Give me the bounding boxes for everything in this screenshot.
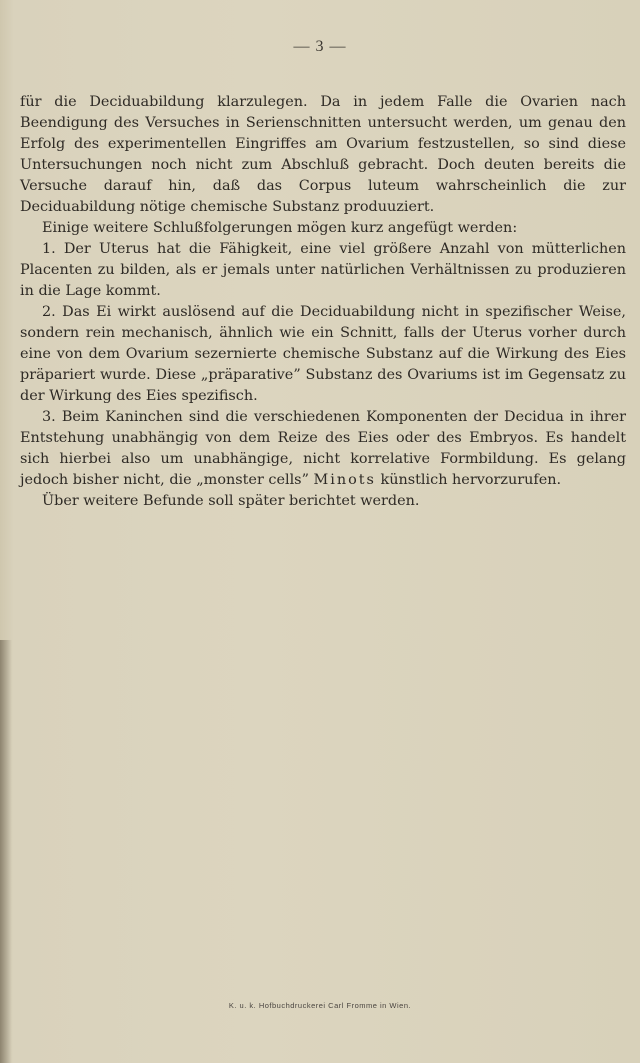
author-name-minots: Minots bbox=[313, 472, 376, 488]
paragraph-conclusion-3 bbox=[20, 407, 626, 491]
printer-imprint: K. u. k. Hofbuchdruckerei Carl Fromme in Wien. bbox=[228, 1001, 412, 1010]
conclusion-3-text-end: künstlich hervorzurufen. bbox=[375, 472, 562, 488]
paragraph-closing: Über weitere Befunde soll später berichtet werden. bbox=[42, 493, 420, 509]
page-number: — 3 — bbox=[293, 38, 347, 55]
paragraph-conclusion-2: 2. Das Ei wirkt auslösend auf die Deciduabildung nicht in spezifischer Weise, sondern rein mechanisch, ähnlich wie ein Schnitt, falls der Uterus vorher durch eine von dem Ovarium sezernierte chemische Substanz auf die Wirkung des Eies präpariert wurde. Diese „präparative” Substanz des Ovariums ist im Gegensatz zu der Wirkung des Eies spezifisch. bbox=[20, 304, 626, 404]
paragraph-conclusions-intro: Einige weitere Schlußfolgerungen mögen kurz angefügt werden: bbox=[42, 220, 518, 236]
paragraph-continuation: für die Deciduabildung klarzulegen. Da in jedem Falle die Ovarien nach Beendigung des Versuches in Serienschnitten untersucht werden, um genau den Erfolg des experimentellen Eingriffes am Ovarium festzustellen, so sind diese Untersuchungen noch nicht zum Abschluß gebracht. Doch deuten bereits die Versuche darauf hin, daß das Corpus luteum wahrscheinlich die zur Deciduabildung nötige chemische Substanz produuziert. bbox=[20, 94, 626, 215]
conclusion-3-text-start: 3. Beim Kaninchen sind die verschiedenen Komponenten der Decidua in ihrer Entstehung unabhängig von dem Reize des Eies oder des Embryos. Es handelt sich hierbei also um unabhängige, nicht korrelative Formbildung. Es gelang jedoch bisher nicht, die „monster cells” bbox=[20, 409, 626, 488]
page-edge-shadow bbox=[0, 640, 12, 1063]
body-text bbox=[20, 92, 626, 512]
paragraph-conclusion-1: 1. Der Uterus hat die Fähigkeit, eine viel größere Anzahl von mütterlichen Placenten zu bilden, als er jemals unter natürlichen Verhältnissen zu produzieren in die Lage kommt. bbox=[20, 241, 626, 299]
